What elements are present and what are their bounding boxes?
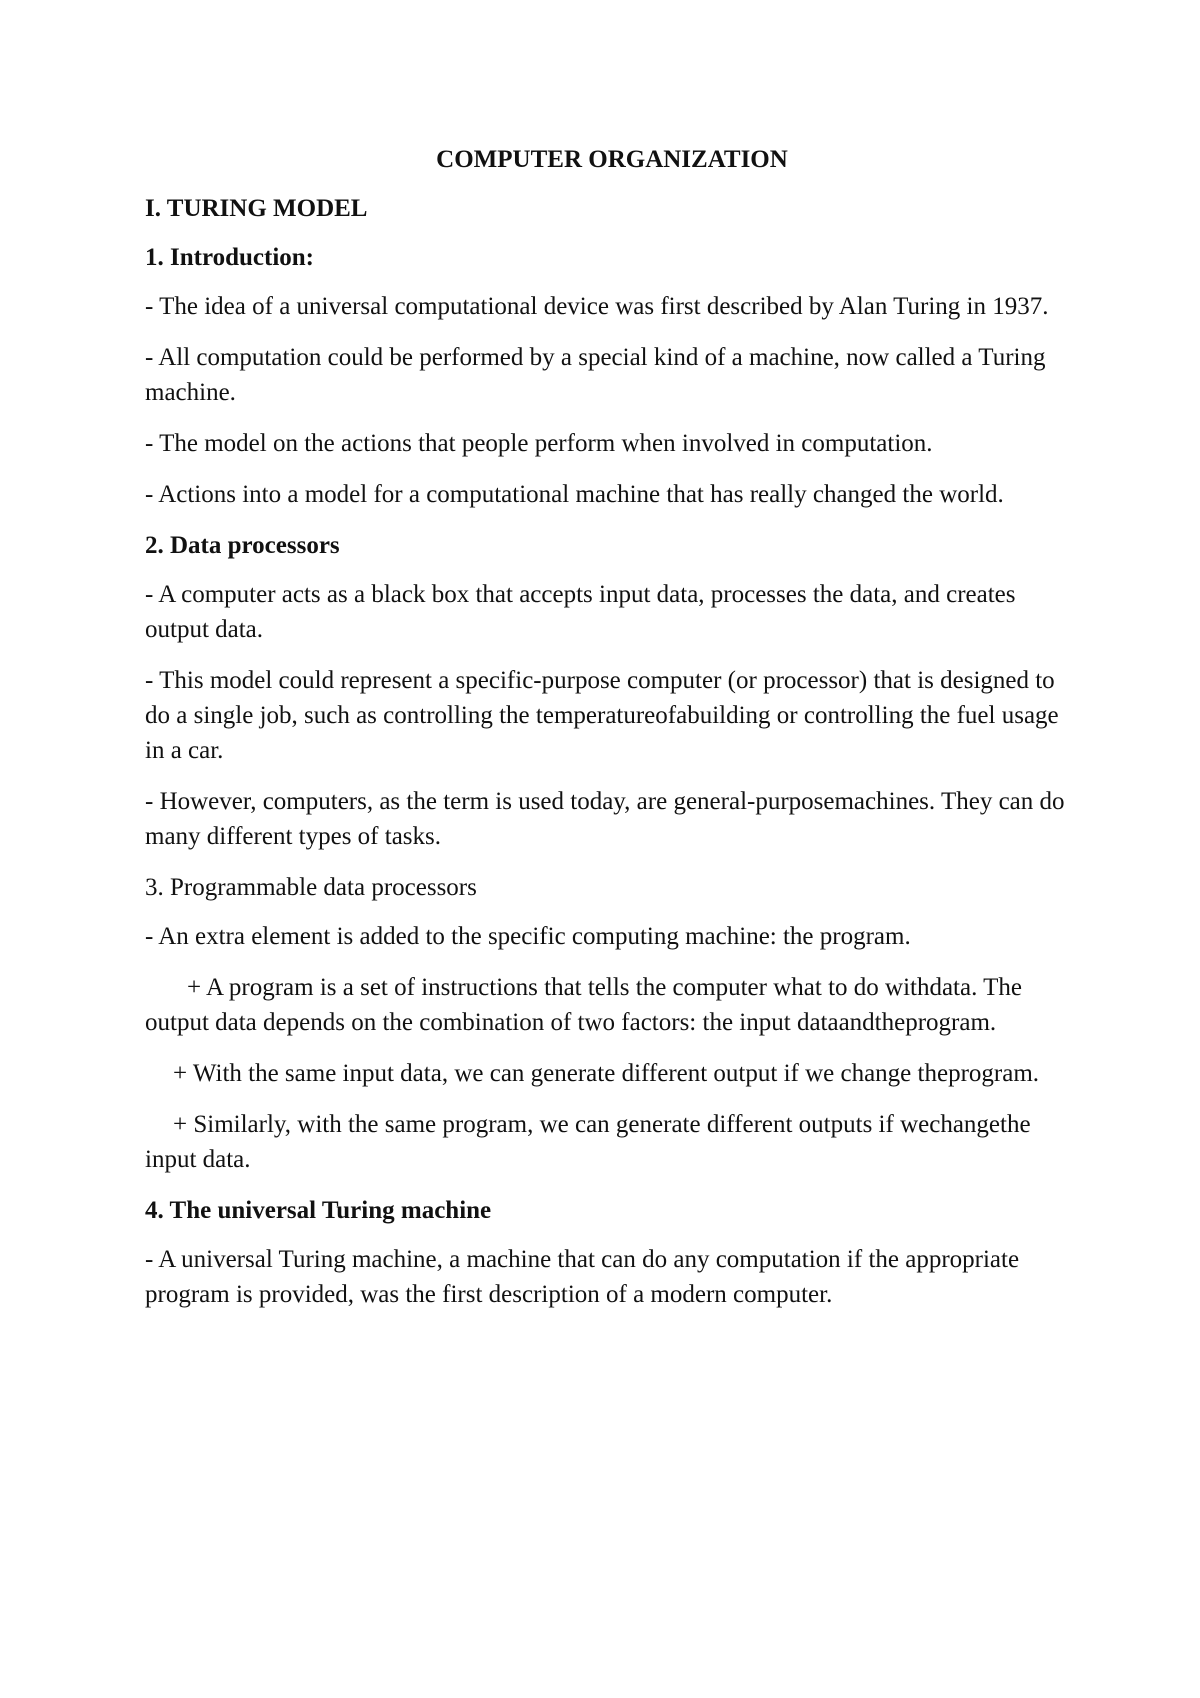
- programmable-heading: 3. Programmable data processors: [145, 874, 477, 901]
- programmable-paragraph-3: + With the same input data, we can generate different output if we change theprogram.: [173, 1060, 1040, 1087]
- document-body: [145, 142, 1065, 1328]
- introduction-heading: 1. Introduction:: [145, 244, 315, 271]
- programmable-paragraph-4: + Similarly, with the same program, we can generate different outputs if wechangethe input data.: [145, 1111, 1031, 1173]
- data-processors-paragraph-2: - This model could represent a specific-purpose computer (or processor) that is designed to do a single job, such as controlling the temperatureofabuilding or controlling the fuel usage in a car.: [145, 667, 1059, 764]
- data-processors-paragraph-1: - A computer acts as a black box that accepts input data, processes the data, and creates output data.: [145, 581, 1016, 643]
- intro-paragraph-3: - The model on the actions that people perform when involved in computation.: [145, 430, 933, 457]
- programmable-paragraph-1: - An extra element is added to the specific computing machine: the program.: [145, 923, 911, 950]
- intro-paragraph-2: - All computation could be performed by a special kind of a machine, now called a Turing machine.: [145, 344, 1046, 406]
- programmable-paragraph-2: + A program is a set of instructions that tells the computer what to do withdata. The output data depends on the combination of two factors: the input dataandtheprogram.: [145, 974, 1023, 1036]
- universal-turing-paragraph-1: - A universal Turing machine, a machine that can do any computation if the appropriate program is provided, was the first description of a modern computer.: [145, 1246, 1020, 1308]
- intro-paragraph-1: - The idea of a universal computational device was first described by Alan Turing in 1937.: [145, 293, 1049, 320]
- intro-paragraph-4: - Actions into a model for a computational machine that has really changed the world.: [145, 481, 1004, 508]
- data-processors-heading: 2. Data processors: [145, 532, 340, 559]
- data-processors-paragraph-3: - However, computers, as the term is used today, are general-purposemachines. They can do many different types of tasks.: [145, 788, 1065, 850]
- section-heading: I. TURING MODEL: [145, 195, 368, 222]
- document-title: COMPUTER ORGANIZATION: [436, 146, 788, 173]
- universal-turing-heading: 4. The universal Turing machine: [145, 1197, 492, 1224]
